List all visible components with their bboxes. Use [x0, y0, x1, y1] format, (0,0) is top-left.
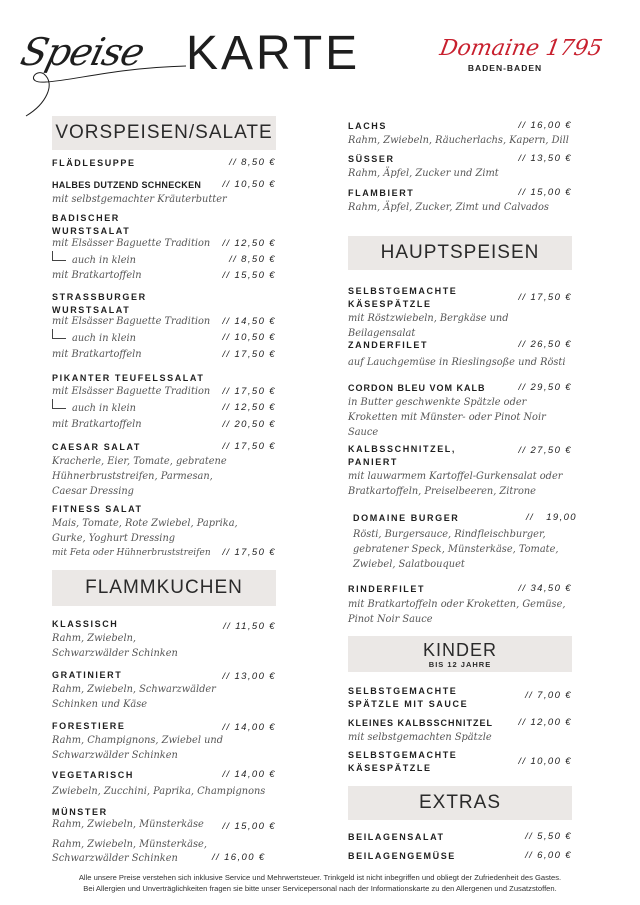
item-name: GRATINIERT	[52, 670, 123, 680]
item-description: auf Lauchgemüse in Rieslingsoße und Rösti	[348, 357, 566, 368]
item-price: // 13,00 €	[222, 671, 276, 682]
variant-text: auch in klein	[72, 333, 136, 344]
item-price: // 8,50 €	[229, 157, 276, 168]
item-name: SÜSSER	[348, 154, 395, 164]
item-description: mit lauwarmem Kartoffel-Gurkensalat oder Bratkartoffeln, Preiselbeeren, Zitrone	[348, 471, 563, 497]
section-vorspeisen: VORSPEISEN/SALATE	[52, 116, 276, 150]
item-variant	[52, 348, 278, 362]
brand-city: BADEN-BADEN	[467, 63, 543, 73]
item-price: // 20,50 €	[222, 419, 276, 430]
item-description: Rahm, Zwiebeln, Räucherlachs, Kapern, Dill	[348, 135, 569, 146]
variant-text: mit Elsässer Baguette Tradition	[52, 386, 211, 397]
menu-item	[52, 179, 278, 207]
item-price: // 27,50 €	[518, 445, 572, 456]
item-variant	[52, 331, 278, 346]
item-name: RINDERFILET	[348, 584, 426, 594]
item-name: FORESTIERE	[52, 721, 126, 731]
menu-item	[52, 720, 278, 763]
section-kinder	[348, 636, 572, 672]
menu-item	[348, 831, 574, 844]
variant-text: auch in klein	[72, 403, 136, 414]
menu-item	[348, 285, 574, 341]
item-name: ZANDERFILET	[348, 340, 429, 350]
item-price: // 6,00 €	[525, 850, 572, 861]
item-price: // 13,50 €	[518, 153, 572, 164]
item-price: // 17,50 €	[222, 349, 276, 360]
menu-item	[52, 157, 278, 170]
item-price: // 5,50 €	[525, 831, 572, 842]
item-name: STRASSBURGER WURSTSALAT	[52, 292, 147, 315]
section-extras: EXTRAS	[348, 786, 572, 820]
item-name: DOMAINE BURGER	[353, 513, 460, 523]
menu-item	[348, 443, 574, 499]
menu-item	[348, 583, 574, 627]
item-description: Rahm, Zwiebeln, Schwarzwälder Schinken	[52, 633, 178, 659]
arrow-return-icon	[52, 251, 66, 261]
item-description: Rahm, Champignons, Zwiebel und Schwarzwälder Schinken	[52, 735, 223, 761]
item-price: // 17,50 €	[518, 292, 572, 303]
item-price: // 12,50 €	[222, 238, 276, 249]
menu-item	[353, 512, 579, 572]
section-kinder-subtitle: BIS 12 JAHRE	[428, 660, 492, 669]
section-flammkuchen: FLAMMKUCHEN	[52, 570, 276, 606]
item-price: // 17,50 €	[222, 441, 276, 452]
item-variant	[52, 269, 278, 283]
item-price: // 10,00 €	[518, 756, 572, 767]
item-price: // 15,00 €	[222, 821, 276, 832]
item-name: KLASSISCH	[52, 619, 119, 629]
item-name: LACHS	[348, 121, 387, 131]
item-price: // 14,00 €	[222, 769, 276, 780]
item-price: // 29,50 €	[518, 382, 572, 393]
brand-logo	[437, 36, 605, 73]
item-price: // 11,50 €	[223, 621, 276, 632]
item-name: BEILAGENSALAT	[348, 832, 445, 842]
item-price: // 19,00	[526, 512, 577, 523]
item-description: Zwiebeln, Zucchini, Paprika, Champignons	[52, 786, 266, 797]
menu-item	[348, 339, 574, 370]
item-price: // 14,50 €	[222, 316, 276, 327]
item-variant	[52, 546, 278, 560]
item-price: // 7,00 €	[525, 690, 572, 701]
item-price: // 15,00 €	[518, 187, 572, 198]
item-variant	[52, 315, 278, 329]
menu-item	[348, 187, 574, 215]
item-price: // 14,00 €	[222, 722, 276, 733]
item-description: mit selbstgemachter Kräuterbutter	[52, 194, 227, 205]
menu-item	[52, 769, 278, 799]
variant-text: mit Bratkartoffeln	[52, 349, 142, 360]
menu-item	[52, 441, 278, 499]
item-name: HALBES DUTZEND SCHNECKEN	[52, 180, 202, 190]
footer-note	[0, 872, 640, 894]
menu-item	[52, 372, 278, 385]
item-price: // 26,50 €	[518, 339, 572, 350]
item-price: // 17,50 €	[222, 547, 276, 558]
item-description: mit selbstgemachten Spätzle	[348, 732, 492, 743]
menu-item	[348, 382, 574, 440]
item-price: // 16,00 €	[518, 120, 572, 131]
menu-item	[52, 503, 278, 546]
item-price: // 12,00 €	[518, 717, 572, 728]
variant-text: mit Bratkartoffeln	[52, 270, 142, 281]
item-name: BADISCHER WURSTSALAT	[52, 213, 131, 236]
menu-item	[348, 153, 574, 181]
variant-text: mit Elsässer Baguette Tradition	[52, 238, 211, 249]
item-name: SELBSTGEMACHTE SPÄTZLE MIT SAUCE	[348, 686, 469, 709]
item-name: BEILAGENGEMÜSE	[348, 851, 456, 861]
item-description: Rahm, Zwiebeln, Schwarzwälder Schinken und Käse	[52, 684, 216, 710]
item-description: Mais, Tomate, Rote Zwiebel, Paprika, Gurke, Yoghurt Dressing	[52, 518, 238, 544]
item-name: SELBSTGEMACHTE KÄSESPÄTZLE	[348, 286, 458, 309]
item-description: Rahm, Äpfel, Zucker und Zimt	[348, 168, 499, 179]
variant-text: auch in klein	[72, 255, 136, 266]
item-description: mit Röstzwiebeln, Bergkäse und Beilagensalat	[348, 313, 509, 339]
menu-item	[348, 749, 574, 775]
item-name: FITNESS SALAT	[52, 504, 143, 514]
variant-text: Rahm, Zwiebeln, Münsterkäse, Schwarzwälder Schinken	[52, 839, 207, 864]
variant-text: mit Elsässer Baguette Tradition	[52, 316, 211, 327]
item-variant	[52, 418, 278, 432]
item-price: // 12,50 €	[222, 402, 276, 413]
item-name: CAESAR SALAT	[52, 442, 142, 452]
menu-item	[52, 669, 278, 712]
item-description: Rösti, Burgersauce, Rindfleischburger, gebratener Speck, Münsterkäse, Tomate, Zwiebel, Salatbouquet	[353, 529, 559, 570]
item-price: // 10,50 €	[222, 179, 276, 190]
item-price: // 8,50 €	[229, 254, 276, 265]
section-kinder-title: KINDER	[422, 640, 497, 660]
item-variant	[52, 818, 278, 832]
menu-item	[52, 618, 278, 661]
item-description: Kracherle, Eier, Tomate, gebratene Hühnerbruststreifen, Parmesan, Caesar Dressing	[52, 456, 227, 497]
item-description: Rahm, Äpfel, Zucker, Zimt und Calvados	[348, 202, 549, 213]
item-price: // 16,00 €	[212, 852, 266, 863]
arrow-return-icon	[52, 329, 66, 339]
item-name: VEGETARISCH	[52, 770, 134, 780]
item-price: // 15,50 €	[222, 270, 276, 281]
item-description: mit Bratkartoffeln oder Kroketten, Gemüse, Pinot Noir Sauce	[348, 599, 566, 625]
item-name: MÜNSTER	[52, 807, 108, 817]
item-name: KALBSSCHNITZEL, PANIERT	[348, 444, 456, 467]
variant-text: mit Bratkartoffeln	[52, 419, 142, 430]
item-variant	[52, 838, 212, 866]
item-variant	[52, 385, 278, 399]
item-price: // 17,50 €	[222, 386, 276, 397]
menu-item	[348, 120, 574, 148]
brand-name: Domaine 1795	[437, 36, 605, 61]
item-price: // 10,50 €	[222, 332, 276, 343]
item-name: CORDON BLEU VOM KALB	[348, 383, 486, 393]
menu-item	[52, 291, 278, 317]
menu-item	[348, 850, 574, 863]
item-name: KLEINES KALBSSCHNITZEL	[348, 718, 494, 728]
menu-item	[52, 212, 278, 238]
variant-text: Rahm, Zwiebeln, Münsterkäse	[52, 819, 204, 830]
item-description: in Butter geschwenkte Spätzle oder Kroketten mit Münster- oder Pinot Noir Sauce	[348, 397, 546, 438]
item-variant	[52, 401, 278, 416]
section-hauptspeisen: HAUPTSPEISEN	[348, 236, 572, 270]
item-variant	[52, 237, 278, 251]
footer-line: Alle unsere Preise verstehen sich inklusive Service und Mehrwertsteuer. Trinkgeld ist nicht inbegriffen und obliegt der Zufriedenheit des Gastes.	[78, 873, 562, 882]
item-variant	[52, 253, 278, 268]
menu-title: KARTE	[186, 27, 361, 80]
footer-line: Bei Allergien und Unverträglichkeiten fragen sie bitte unser Servicepersonal nach der Informationskarte zu den Allergenen und Zusatzstoffen.	[83, 884, 557, 893]
item-name: FLAMBIERT	[348, 188, 415, 198]
item-price: // 34,50 €	[518, 583, 572, 594]
menu-title-script: Speise	[16, 30, 149, 74]
variant-text: mit Feta oder Hühnerbruststreifen	[52, 548, 211, 558]
menu-item	[348, 717, 574, 745]
menu-item	[348, 685, 574, 711]
item-name: FLÄDLESUPPE	[52, 158, 136, 168]
arrow-return-icon	[52, 399, 66, 409]
item-name: SELBSTGEMACHTE KÄSESPÄTZLE	[348, 750, 458, 773]
item-name: PIKANTER TEUFELSSALAT	[52, 373, 205, 383]
